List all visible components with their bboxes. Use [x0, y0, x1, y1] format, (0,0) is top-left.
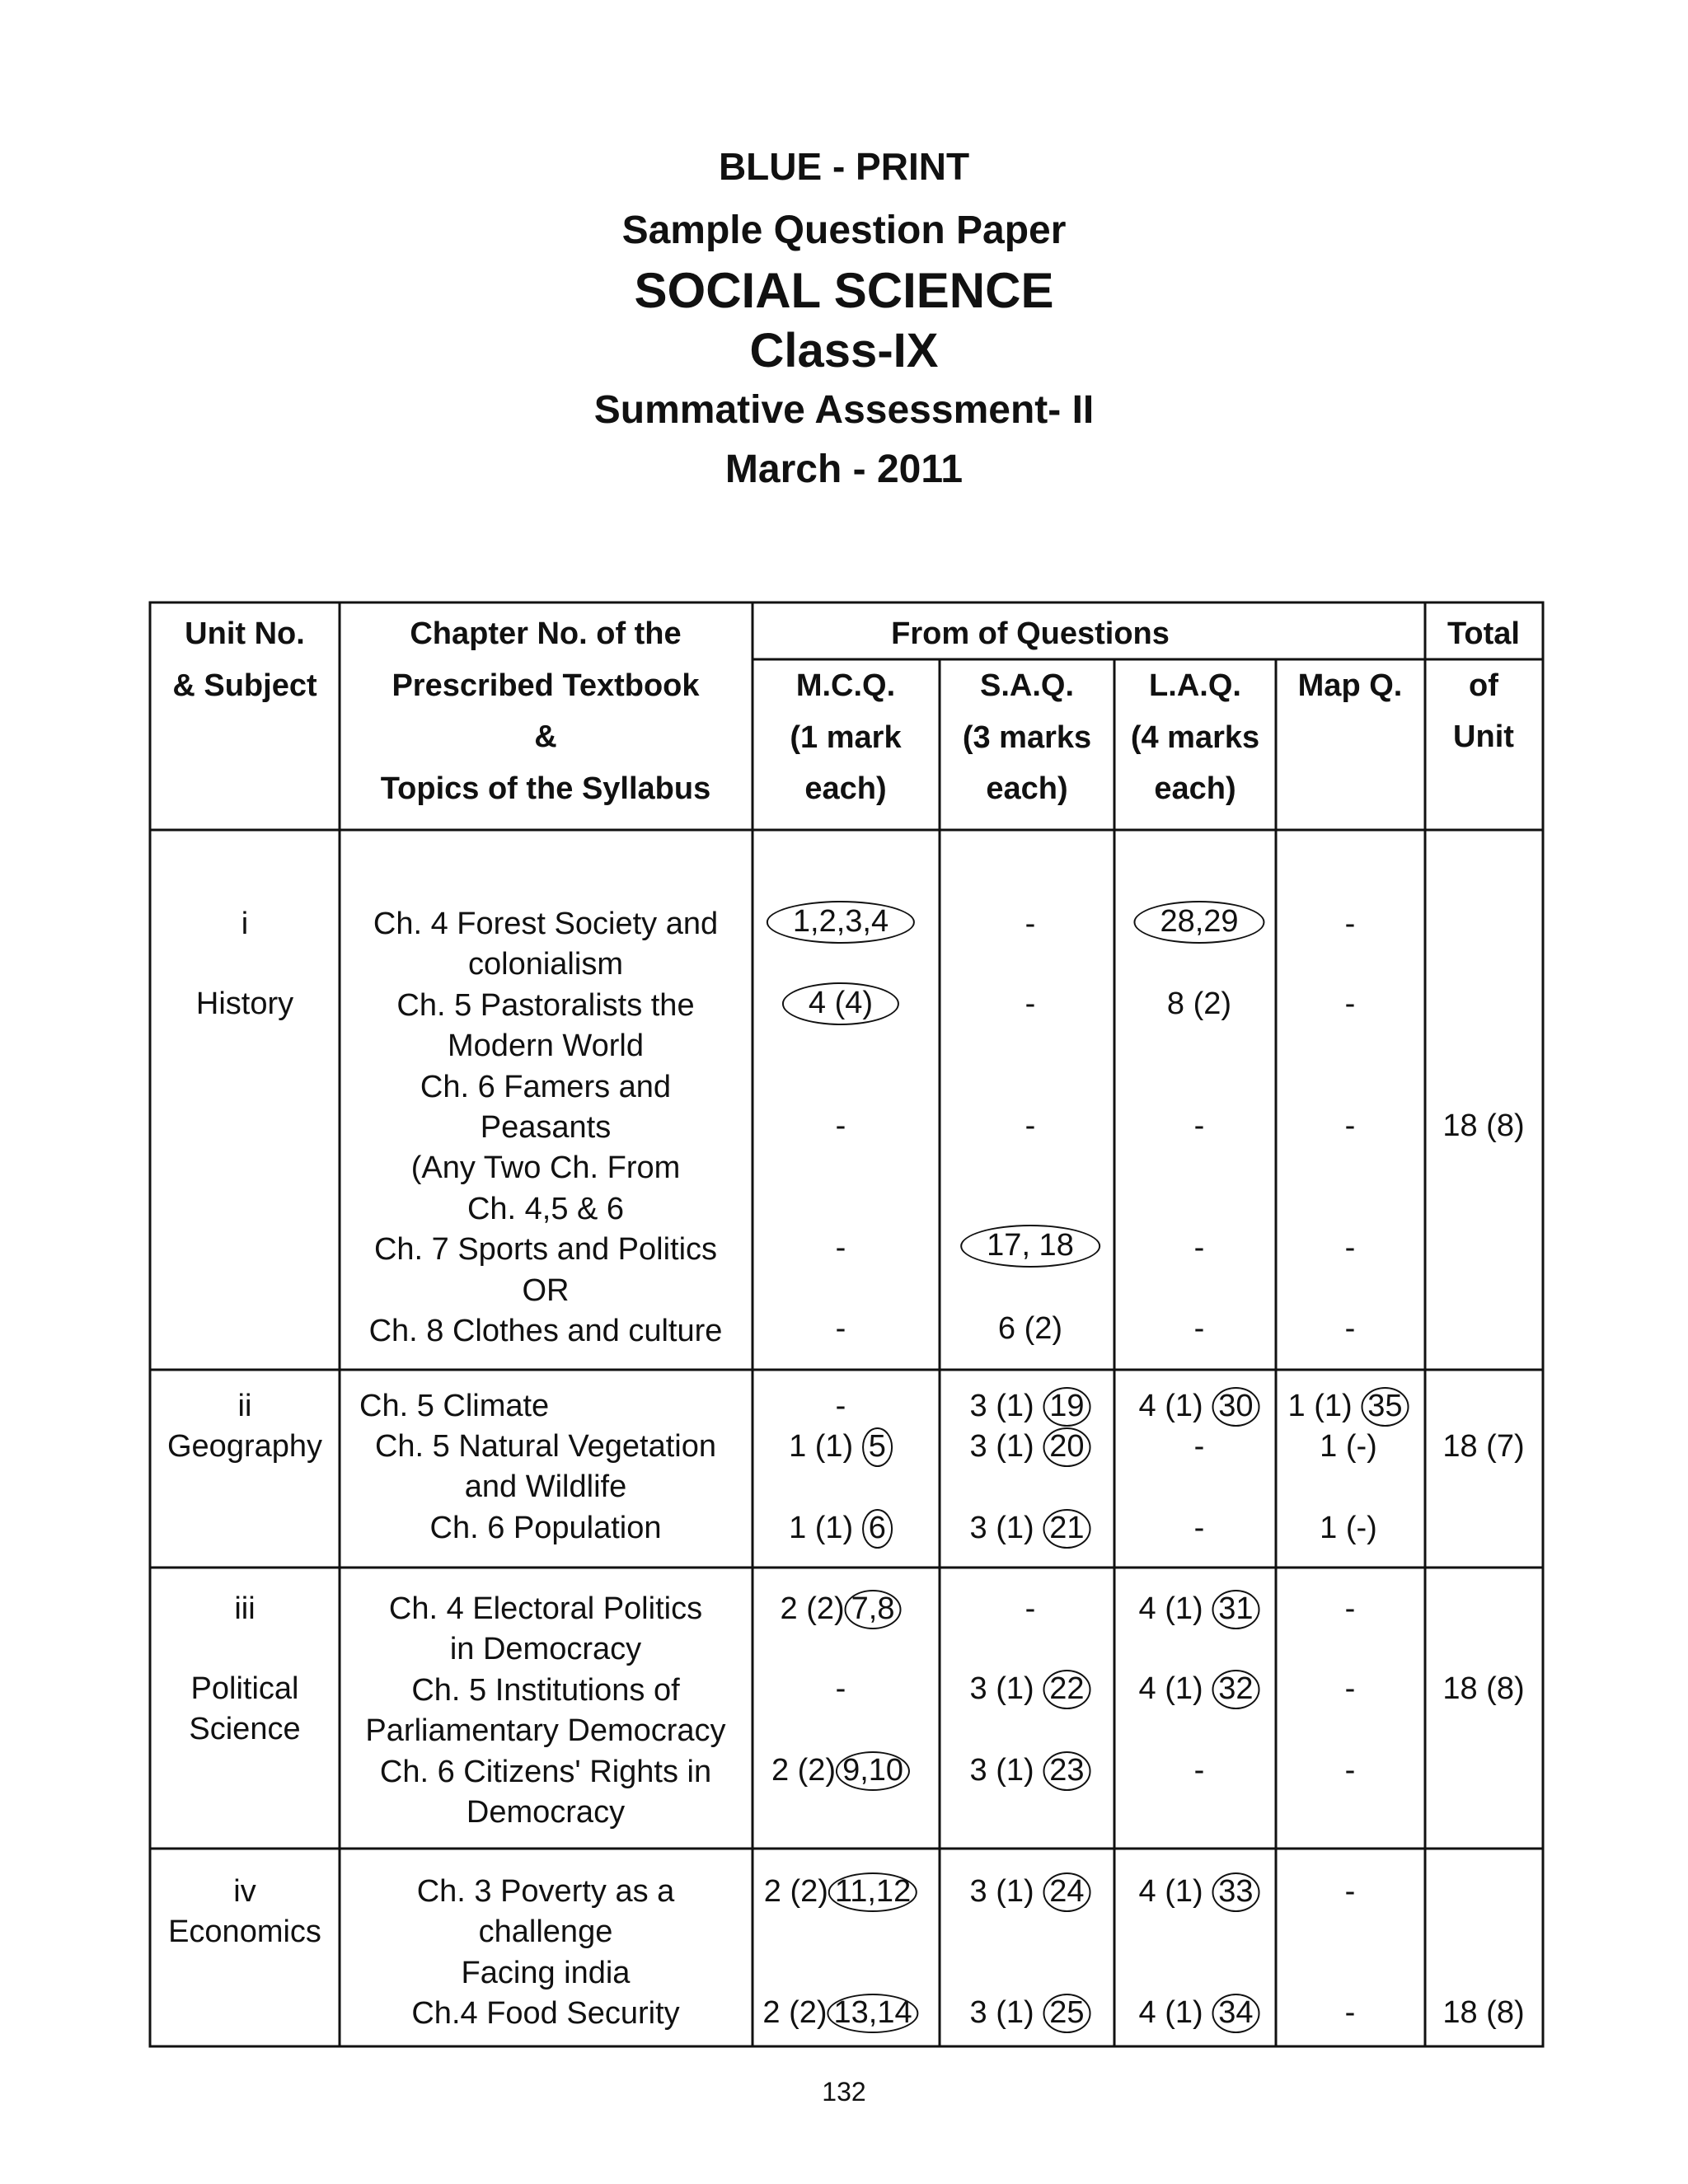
unit-total: 18 (8) [1442, 1671, 1525, 1706]
chapter-topic: Ch. 5 Natural Vegetation and Wildlife Ch. 6 Population [374, 1429, 717, 1545]
assessment-title: Summative Assessment- II [593, 388, 1095, 432]
map-value: - [1344, 1108, 1356, 1143]
laq-value: - [1193, 1429, 1205, 1464]
laq-value: 4 (1) 34 [1139, 1993, 1260, 2033]
saq-value: 3 (1) 20 [970, 1427, 1091, 1467]
mcq-value: 2 (2) 11,12 [764, 1872, 917, 1912]
saq-value: - [1025, 1108, 1036, 1143]
mcq-value: 2 (2) 9,10 [771, 1750, 910, 1791]
laq-value: - [1193, 1230, 1205, 1265]
doc-title: BLUE - PRINT [718, 145, 970, 188]
chapter-topic: Ch. 4 Forest Society and colonialism Ch. 5 Pastoralists the Modern World Ch. 6 Famers and Peasants (Any Two Ch. From Ch. 4,5 & 6 Ch. 7 Sports and Politics OR Ch. 8 Clothes and culture [368, 907, 723, 1348]
saq-value: 3 (1) 19 [970, 1386, 1091, 1427]
saq-value: - [1025, 1591, 1036, 1626]
header-total: Total of Unit [1447, 616, 1520, 755]
header-mcq: M.C.Q. (1 mark each) [790, 668, 902, 807]
laq-value: - [1193, 1511, 1205, 1545]
saq-value: - [1025, 987, 1036, 1021]
unit-total: 18 (8) [1442, 1995, 1525, 2030]
laq-value: 28,29 [1133, 901, 1264, 944]
laq-value: 4 (1) 33 [1139, 1872, 1260, 1912]
unit-subject: Geography [166, 1429, 323, 1464]
unit-subject: History [195, 987, 294, 1021]
unit-number: i [241, 907, 249, 941]
laq-value: 4 (1) 31 [1139, 1589, 1260, 1629]
map-value: 1 (-) [1320, 1429, 1377, 1464]
header-unit: Unit No. & Subject [172, 616, 317, 703]
map-value: - [1344, 987, 1356, 1021]
header-question-forms: From of Questions [891, 616, 1170, 651]
unit-subject: Economics [168, 1915, 321, 1949]
map-value: - [1344, 1230, 1356, 1265]
chapter-topic: Ch. 5 Climate [359, 1389, 550, 1423]
date-title: March - 2011 [724, 448, 964, 491]
map-value: - [1344, 1753, 1356, 1788]
mcq-value: 2 (2) 7,8 [781, 1589, 902, 1629]
map-value: - [1344, 1671, 1356, 1706]
subject-title: SOCIAL SCIENCE [634, 263, 1054, 318]
header-laq: L.A.Q. (4 marks each) [1130, 668, 1260, 807]
mcq-value: - [835, 1230, 846, 1265]
unit-number: ii [237, 1389, 252, 1423]
unit-total: 18 (7) [1442, 1429, 1525, 1464]
chapter-topic: Ch. 3 Poverty as a challenge Facing india Ch.4 Food Security [411, 1874, 680, 2032]
chapter-topic: Ch. 4 Electoral Politics in Democracy Ch. 5 Institutions of Parliamentary Democracy Ch. 6 Citizens' Rights in Democracy [365, 1591, 726, 1830]
laq-value: 4 (1) 32 [1139, 1669, 1260, 1709]
laq-value: - [1193, 1108, 1205, 1143]
map-value: - [1344, 1591, 1356, 1626]
laq-value: 4 (1) 30 [1139, 1386, 1260, 1427]
mcq-value: - [835, 1389, 846, 1423]
mcq-value: - [835, 1108, 846, 1143]
unit-number: iii [234, 1591, 256, 1626]
map-value: - [1344, 1311, 1356, 1346]
laq-value: 8 (2) [1166, 987, 1232, 1021]
unit-subject: Political Science [189, 1671, 301, 1747]
saq-value: 6 (2) [997, 1311, 1063, 1346]
page-number: 132 [822, 2077, 866, 2107]
laq-value: - [1193, 1753, 1205, 1788]
mcq-value: 1 (1) 5 [789, 1427, 893, 1467]
map-value: - [1344, 1995, 1356, 2030]
saq-value: 3 (1) 24 [970, 1872, 1091, 1912]
mcq-value: 4 (4) [782, 982, 899, 1025]
doc-subtitle: Sample Question Paper [621, 209, 1067, 252]
mcq-value: 2 (2) 13,14 [762, 1993, 918, 2033]
class-title: Class-IX [749, 324, 939, 377]
unit-total: 18 (8) [1442, 1108, 1525, 1143]
map-value: - [1344, 1874, 1356, 1909]
map-value: 1 (-) [1320, 1511, 1377, 1545]
unit-number: iv [233, 1874, 256, 1909]
header-chapter: Chapter No. of the Prescribed Textbook & Topics of the Syllabus [380, 616, 711, 807]
saq-value: 3 (1) 21 [970, 1508, 1091, 1549]
map-value: - [1344, 907, 1356, 941]
mcq-value: - [835, 1311, 846, 1346]
mcq-value: 1,2,3,4 [767, 901, 915, 944]
saq-value: - [1025, 907, 1036, 941]
mcq-value: 1 (1) 6 [789, 1508, 893, 1549]
mcq-value: - [835, 1671, 846, 1706]
saq-value: 3 (1) 23 [970, 1750, 1091, 1791]
saq-value: 3 (1) 25 [970, 1993, 1091, 2033]
map-value: 1 (1) 35 [1288, 1386, 1409, 1427]
header-map: Map Q. [1297, 668, 1403, 703]
saq-value: 3 (1) 22 [970, 1669, 1091, 1709]
header-saq: S.A.Q. (3 marks each) [962, 668, 1092, 807]
laq-value: - [1193, 1311, 1205, 1346]
saq-value: 17, 18 [960, 1225, 1100, 1268]
